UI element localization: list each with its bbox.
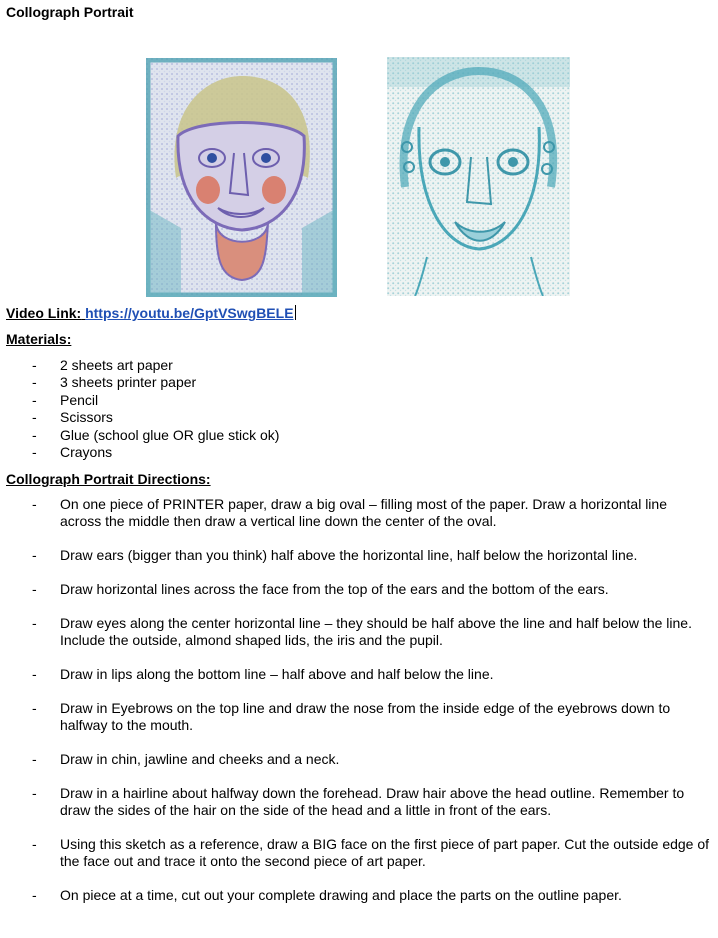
video-link-line (6, 305, 296, 321)
bullet-dash: - (32, 547, 37, 563)
bullet-dash: - (32, 666, 37, 682)
list-item: - 2 sheets art paper (32, 357, 173, 373)
bullet-dash: - (32, 374, 37, 391)
bullet-dash: - (32, 836, 37, 852)
materials-list (32, 357, 279, 461)
list-item: - Crayons (32, 443, 113, 460)
list-item: - On piece at a time, cut out your complete drawing and place the parts on the outline paper. (32, 887, 622, 903)
colored-portrait-image (146, 58, 337, 297)
directions-list (32, 496, 712, 921)
bullet-dash: - (32, 443, 37, 460)
bullet-dash: - (32, 391, 37, 408)
bullet-dash: - (32, 581, 37, 597)
bullet-dash: - (32, 357, 37, 373)
list-item: - Glue (school glue OR glue stick ok) (32, 426, 280, 443)
list-item: - On one piece of PRINTER paper, draw a big oval – filling most of the paper. Draw a horizontal line across the middle then draw a vertical line down the center of the oval. (32, 496, 667, 529)
list-item: - Pencil (32, 391, 99, 408)
list-item: - Draw eyes along the center horizontal line – they should be half above the line and half below the line. Include the outside, almond shaped lids, the iris and the pupil. (32, 615, 692, 648)
video-link-label: Video Link: (6, 305, 82, 321)
bullet-dash: - (32, 409, 37, 426)
bullet-dash: - (32, 887, 37, 903)
video-link[interactable]: https://youtu.be/GptVSwgBELE (85, 305, 294, 321)
materials-heading: Materials: (6, 331, 72, 347)
list-item: - 3 sheets printer paper (32, 374, 197, 391)
list-item: - Using this sketch as a reference, draw a BIG face on the first piece of part paper. Cut the outside edge of the face out and trace it onto the second piece of art paper. (32, 836, 710, 869)
list-item: - Draw horizontal lines across the face from the top of the ears and the bottom of the ears. (32, 581, 609, 597)
bullet-dash: - (32, 426, 37, 443)
list-item: - Draw in chin, jawline and cheeks and a neck. (32, 751, 340, 767)
bullet-dash: - (32, 751, 37, 767)
bullet-dash: - (32, 615, 37, 631)
list-item: - Draw in lips along the bottom line – half above and half below the line. (32, 666, 494, 682)
bullet-dash: - (32, 785, 37, 801)
directions-heading: Collograph Portrait Directions: (6, 471, 211, 487)
list-item: - Draw in a hairline about halfway down the forehead. Draw hair above the head outline. Remember to draw the sides of the hair on the side of the head and a little in front of the ears. (32, 785, 685, 818)
text-cursor (295, 305, 297, 320)
list-item: - Scissors (32, 409, 113, 426)
bullet-dash: - (32, 496, 37, 512)
list-item: - Draw ears (bigger than you think) half above the horizontal line, half below the horizontal line. (32, 547, 638, 563)
document-title: Collograph Portrait (6, 4, 134, 20)
list-item: - Draw in Eyebrows on the top line and draw the nose from the inside edge of the eyebrows down to halfway to the mouth. (32, 700, 671, 733)
bullet-dash: - (32, 700, 37, 716)
blue-portrait-image (387, 57, 570, 296)
